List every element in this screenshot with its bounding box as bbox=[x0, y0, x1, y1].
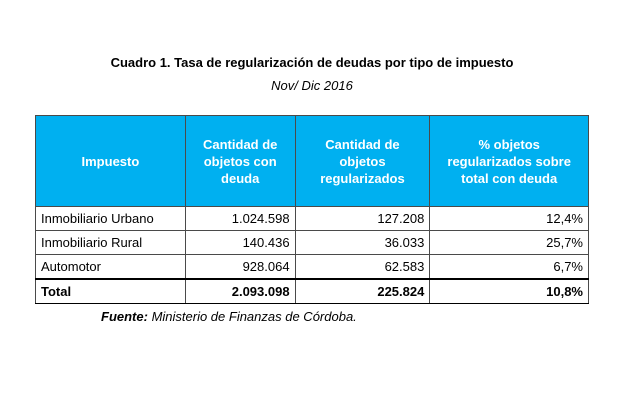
cell-porcentaje: 6,7% bbox=[430, 255, 589, 280]
header-objetos-con-deuda: Cantidad de objetos con deuda bbox=[185, 116, 295, 207]
table-subtitle: Nov/ Dic 2016 bbox=[271, 78, 353, 93]
cell-regularizados: 127.208 bbox=[295, 207, 430, 231]
table-row bbox=[36, 207, 589, 231]
table-row bbox=[36, 231, 589, 255]
cell-porcentaje: 12,4% bbox=[430, 207, 589, 231]
debt-regularization-table bbox=[35, 115, 589, 304]
header-impuesto: Impuesto bbox=[36, 116, 186, 207]
cell-regularizados: 62.583 bbox=[295, 255, 430, 280]
cell-regularizados: 36.033 bbox=[295, 231, 430, 255]
total-regularizados: 225.824 bbox=[295, 279, 430, 304]
source-note bbox=[101, 309, 357, 324]
table-row bbox=[36, 255, 589, 280]
table-title: Cuadro 1. Tasa de regularización de deudas por tipo de impuesto bbox=[110, 55, 514, 70]
cell-porcentaje: 25,7% bbox=[430, 231, 589, 255]
table-header-row bbox=[36, 116, 589, 207]
cell-con-deuda: 140.436 bbox=[185, 231, 295, 255]
header-porcentaje-regularizados: % objetos regularizados sobre total con deuda bbox=[430, 116, 589, 207]
total-porcentaje: 10,8% bbox=[430, 279, 589, 304]
cell-impuesto: Inmobiliario Urbano bbox=[36, 207, 186, 231]
source-label: Fuente: bbox=[101, 309, 148, 324]
cell-con-deuda: 1.024.598 bbox=[185, 207, 295, 231]
cell-con-deuda: 928.064 bbox=[185, 255, 295, 280]
cell-impuesto: Automotor bbox=[36, 255, 186, 280]
table-total-row bbox=[36, 279, 589, 304]
header-objetos-regularizados: Cantidad de objetos regularizados bbox=[295, 116, 430, 207]
source-text: Ministerio de Finanzas de Córdoba. bbox=[147, 309, 357, 324]
total-label: Total bbox=[36, 279, 186, 304]
total-con-deuda: 2.093.098 bbox=[185, 279, 295, 304]
cell-impuesto: Inmobiliario Rural bbox=[36, 231, 186, 255]
